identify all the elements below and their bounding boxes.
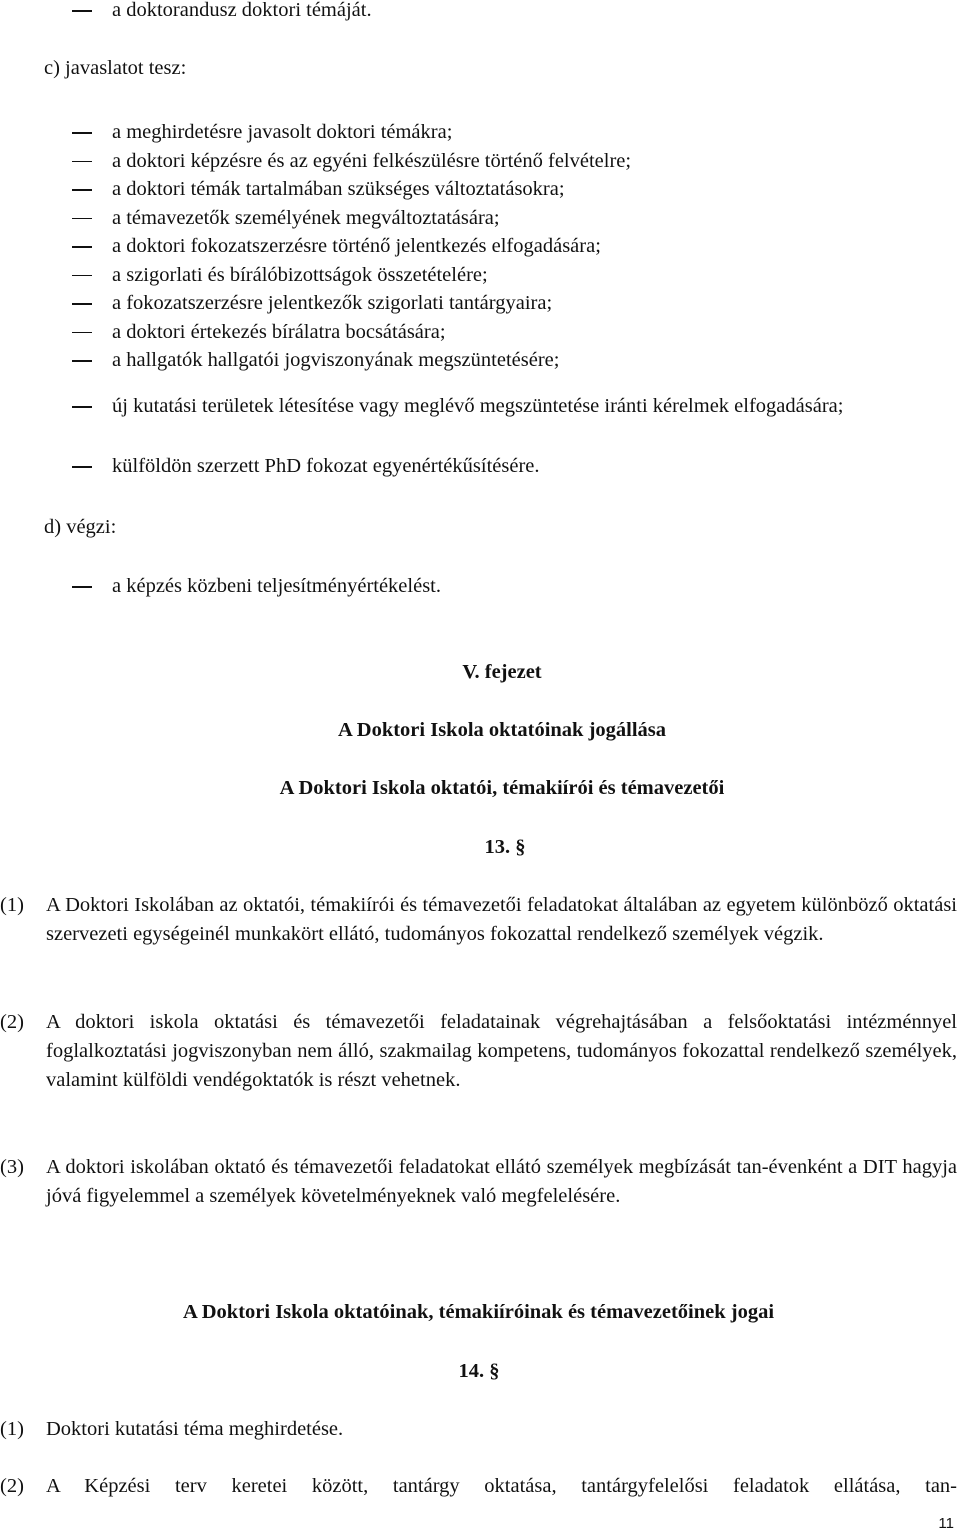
list-item-text: a meghirdetésre javasolt doktori témákra; [112, 121, 453, 143]
list-item-text: a képzés közbeni teljesítményértékelést. [112, 575, 442, 597]
paragraph-text: A Képzési terv keretei között, tantárgy oktatása, tantárgyfelelősi feladatok ellátása, tan- [46, 1475, 957, 1497]
paragraph-number: (2) [0, 1475, 24, 1497]
paragraph-text: A doktori iskolában oktató és témavezetői feladatokat ellátó személyek megbízását tan-évenként a DIT hagyja jóvá figyelemmel a személyek követelményeknek való megfelelésére. [46, 1156, 957, 1207]
section-14-heading: 14. § [458, 1360, 500, 1382]
paragraph-number: (3) [0, 1156, 24, 1178]
paragraph-text: Doktori kutatási téma meghirdetése. [46, 1418, 344, 1440]
list-item-text: a doktorandusz doktori témáját. [112, 0, 372, 21]
list-item-text: a témavezetők személyének megváltoztatására; [112, 206, 500, 229]
paragraph-text: A doktori iskola oktatási és témavezetői feladatainak végrehajtásában a felsőoktatási intézménnyel foglalkoztatási jogviszonyban nem álló, szakmailag kompetens, tudományos fokozattal rendelkező személyek, valamint külföldi vendégoktatók is részt vehetnek. [46, 1011, 957, 1091]
paragraph-number: (1) [0, 1418, 24, 1440]
chapter-number: V. fejezet [462, 661, 542, 683]
list-item-text: a doktori témák tartalmában szükséges változtatásokra; [112, 178, 565, 200]
list-item-text: a szigorlati és bírálóbizottságok összetételére; [112, 263, 488, 286]
paragraph [0, 891, 957, 949]
paragraph [0, 1153, 957, 1211]
paragraph-text: A Doktori Iskolában az oktatói, témakiírói és témavezetői feladatokat általában az egyetem különböző oktatási szervezeti egységeinél munkakört ellátó, tudományos fokozattal rendelkező személyek végzik. [46, 894, 957, 945]
list-item-text: új kutatási területek létesítése vagy meglévő megszüntetése iránti kérelmek elfogadására; [112, 395, 844, 417]
list-item-text: a doktori képzésre és az egyéni felkészülésre történő felvételre; [112, 149, 632, 172]
paragraph [0, 1472, 957, 1501]
page-number: 11 [938, 1515, 954, 1532]
rights-title: A Doktori Iskola oktatóinak, témakiíróinak és témavezetőinek jogai [182, 1301, 775, 1323]
section-c-label: c) javaslatot tesz: [44, 57, 187, 79]
paragraph [0, 1008, 957, 1095]
section-13-heading: 13. § [484, 836, 526, 858]
chapter-subtitle: A Doktori Iskola oktatói, témakiírói és témavezetői [279, 777, 725, 799]
paragraph-number: (1) [0, 894, 24, 916]
paragraph [0, 1415, 957, 1444]
chapter-title: A Doktori Iskola oktatóinak jogállása [337, 719, 667, 741]
list-item-text: külföldön szerzett PhD fokozat egyenértékűsítésére. [112, 455, 540, 477]
list-item-text: a doktori értekezés bírálatra bocsátására; [112, 320, 446, 343]
list-item-text: a doktori fokozatszerzésre történő jelentkezés elfogadására; [112, 235, 601, 257]
section-d-label: d) végzi: [44, 516, 117, 538]
list-item-text: a hallgatók hallgatói jogviszonyának megszüntetésére; [112, 349, 560, 371]
paragraph-number: (2) [0, 1011, 24, 1033]
list-item-text: a fokozatszerzésre jelentkezők szigorlati tantárgyaira; [112, 292, 553, 314]
